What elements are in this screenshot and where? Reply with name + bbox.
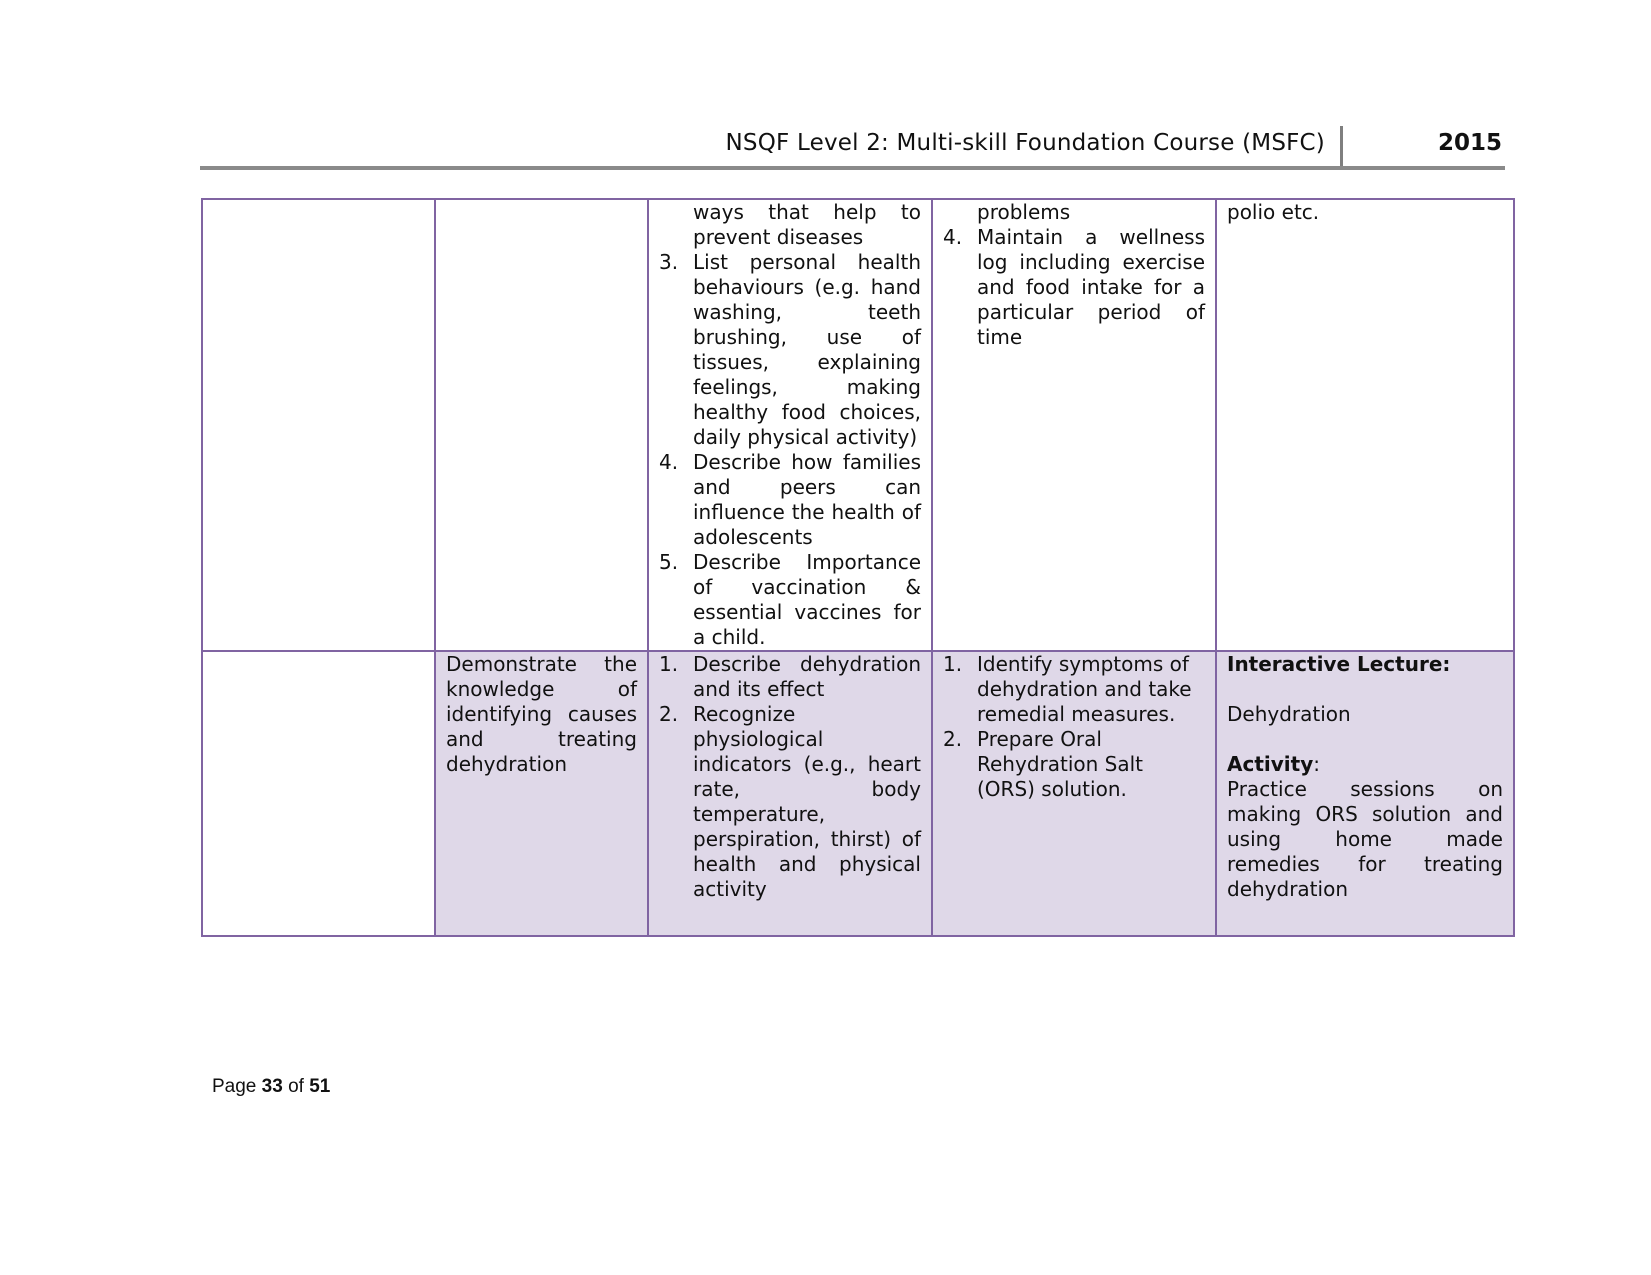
list-item: 2. Prepare Oral Rehydration Salt (ORS) solution. xyxy=(943,727,1144,801)
list-item: 2. Recognize physiological indicators (e.g., heart rate, body temperature, perspiration, thirst) of health and physical activity xyxy=(659,702,921,901)
skills-list xyxy=(943,652,1205,802)
list-item: 3. List personal health behaviours (e.g. hand washing, teeth brushing, use of tissues, explaining feelings, making healthy food choices, daily physical activity) xyxy=(659,250,921,449)
list-item-continuation: problems xyxy=(977,200,1071,224)
table-cell-skills xyxy=(932,199,1216,651)
header-rule xyxy=(200,166,1505,170)
table-cell-methods xyxy=(1216,651,1514,936)
table-cell-skills xyxy=(932,651,1216,936)
list-item: 1. Describe dehydration and its effect xyxy=(659,652,921,701)
total-pages: 51 xyxy=(309,1076,331,1097)
document-title: NSQF Level 2: Multi-skill Foundation Course (MSFC) xyxy=(725,130,1325,156)
table-cell-methods xyxy=(1216,199,1514,651)
skills-list xyxy=(943,225,1205,350)
list-item: 1. Identify symptoms of dehydration and take remedial measures. xyxy=(943,652,1192,726)
methods-heading: Interactive Lecture: xyxy=(1227,652,1451,676)
table-cell-outcome xyxy=(435,199,648,651)
page-header xyxy=(200,118,1505,170)
header-separator xyxy=(1340,126,1343,168)
document-year: 2015 xyxy=(1438,130,1503,156)
table-cell-outcome xyxy=(435,651,648,936)
activity-heading-line xyxy=(1227,752,1503,777)
list-item: 4. Maintain a wellness log including exercise and food intake for a particular period of time xyxy=(943,225,1205,349)
page-footer xyxy=(212,1076,330,1098)
knowledge-list xyxy=(659,652,921,902)
methods-text: Dehydration xyxy=(1227,702,1351,726)
table-row xyxy=(202,199,1514,651)
list-item-continuation: ways that help to prevent diseases xyxy=(693,200,921,249)
table-cell-module xyxy=(202,651,435,936)
methods-text: polio etc. xyxy=(1227,200,1320,224)
activity-heading: Activity xyxy=(1227,752,1314,776)
table-cell-knowledge xyxy=(648,651,932,936)
of-label: of xyxy=(288,1076,304,1097)
table-row xyxy=(202,651,1514,936)
list-item: 4. Describe how families and peers can influence the health of adolescents xyxy=(659,450,921,549)
curriculum-table xyxy=(201,198,1515,937)
table-cell-knowledge xyxy=(648,199,932,651)
table-cell-module xyxy=(202,199,435,651)
activity-text: Practice sessions on making ORS solution and using home made remedies for treating dehydration xyxy=(1227,777,1503,901)
list-item: 5. Describe Importance of vaccination & essential vaccines for a child. xyxy=(659,550,921,649)
activity-heading-colon: : xyxy=(1313,752,1320,776)
knowledge-list xyxy=(659,250,921,650)
outcome-text: Demonstrate the knowledge of identifying causes and treating dehydration xyxy=(446,652,637,776)
page-number: 33 xyxy=(261,1076,283,1097)
page-label: Page xyxy=(212,1076,257,1097)
